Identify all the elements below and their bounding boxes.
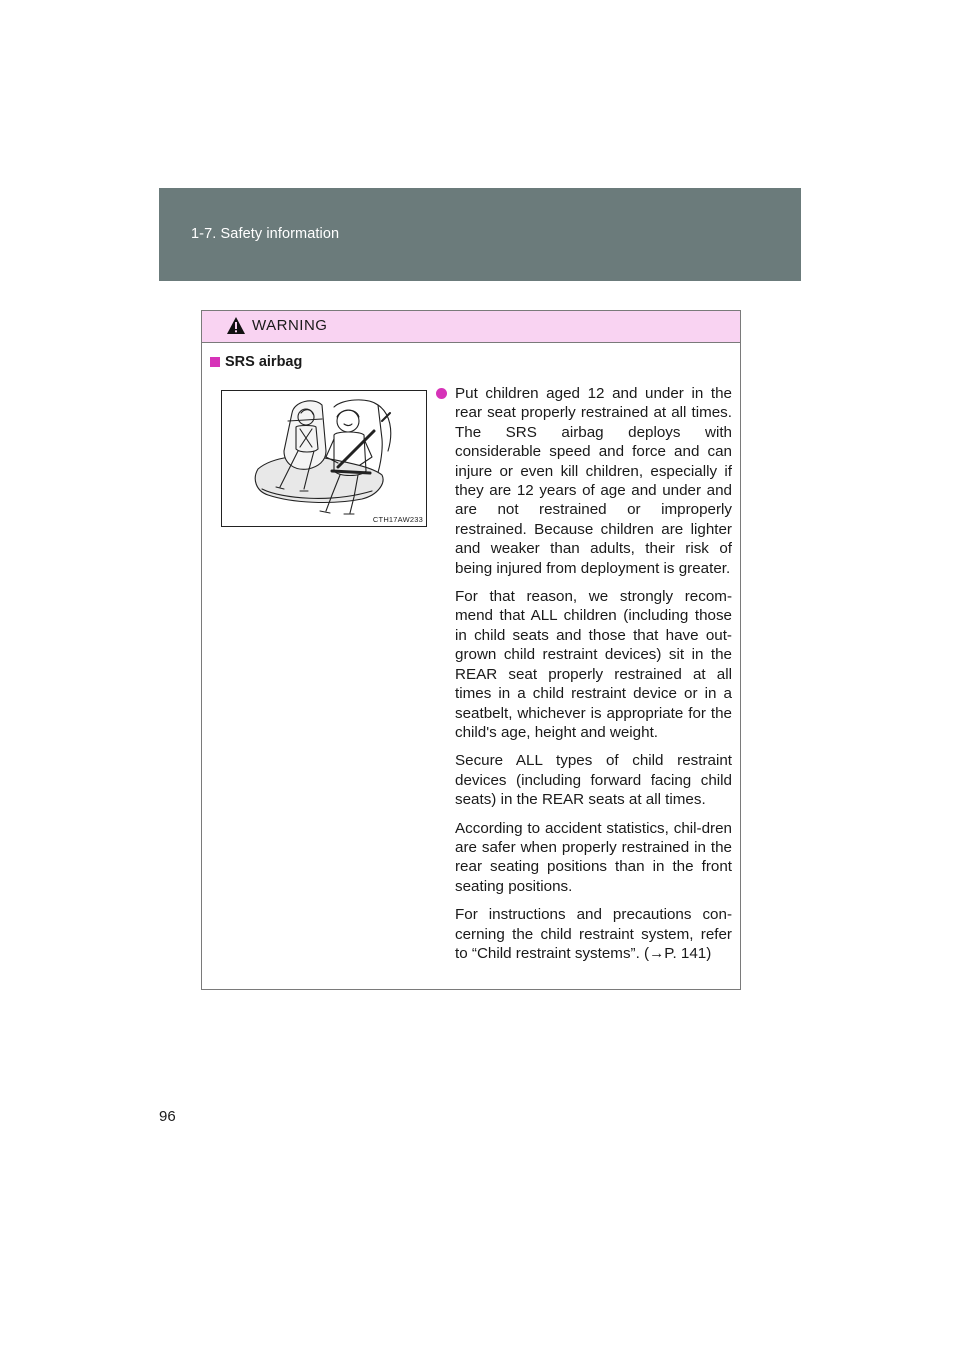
warning-text-column	[436, 384, 732, 972]
topic-heading	[210, 354, 302, 370]
warning-box	[201, 310, 741, 990]
square-bullet-icon	[210, 357, 220, 367]
warning-paragraph: For instructions and precautions con-cerning the child restraint system, refer to “Child restraint systems”. (→P. 141)	[455, 906, 732, 962]
warning-paragraph: According to accident statistics, chil-dren are safer when properly restrained in the rear seating positions than in the front seating positions.	[455, 819, 732, 895]
warning-label: WARNING	[252, 317, 328, 334]
page-number: 96	[159, 1108, 176, 1125]
warning-triangle-icon	[226, 316, 246, 335]
warning-paragraph: Put children aged 12 and under in the rear seat properly restrained at all times. The SRS airbag deploys with considerable speed and force and can injure or even kill children, especially if they are 12 years of age and under and are not restrained or improperly restrained. Because children are lighter and weaker than adults, their risk of being injured from deployment is greater.	[436, 384, 732, 578]
warning-paragraph: Secure ALL types of child restraint devices (including forward facing child seats) in the REAR seats at all times.	[455, 752, 732, 809]
warning-header	[202, 311, 740, 343]
section-title: 1-7. Safety information	[191, 226, 340, 242]
round-bullet-icon	[436, 388, 447, 399]
section-header-band	[159, 188, 801, 281]
topic-heading-text: SRS airbag	[225, 354, 303, 370]
children-in-rear-seat-illustration	[221, 390, 427, 527]
warning-paragraph: For that reason, we strongly recom-mend that ALL children (including those in child seats and those that have out-grown child restraint devices) sit in the REAR seat properly restrained at all times in a child restraint device or in a seatbelt, whichever is appropriate for the child's age, height and weight.	[455, 588, 732, 741]
illustration-code: CTH17AW233	[372, 515, 423, 524]
